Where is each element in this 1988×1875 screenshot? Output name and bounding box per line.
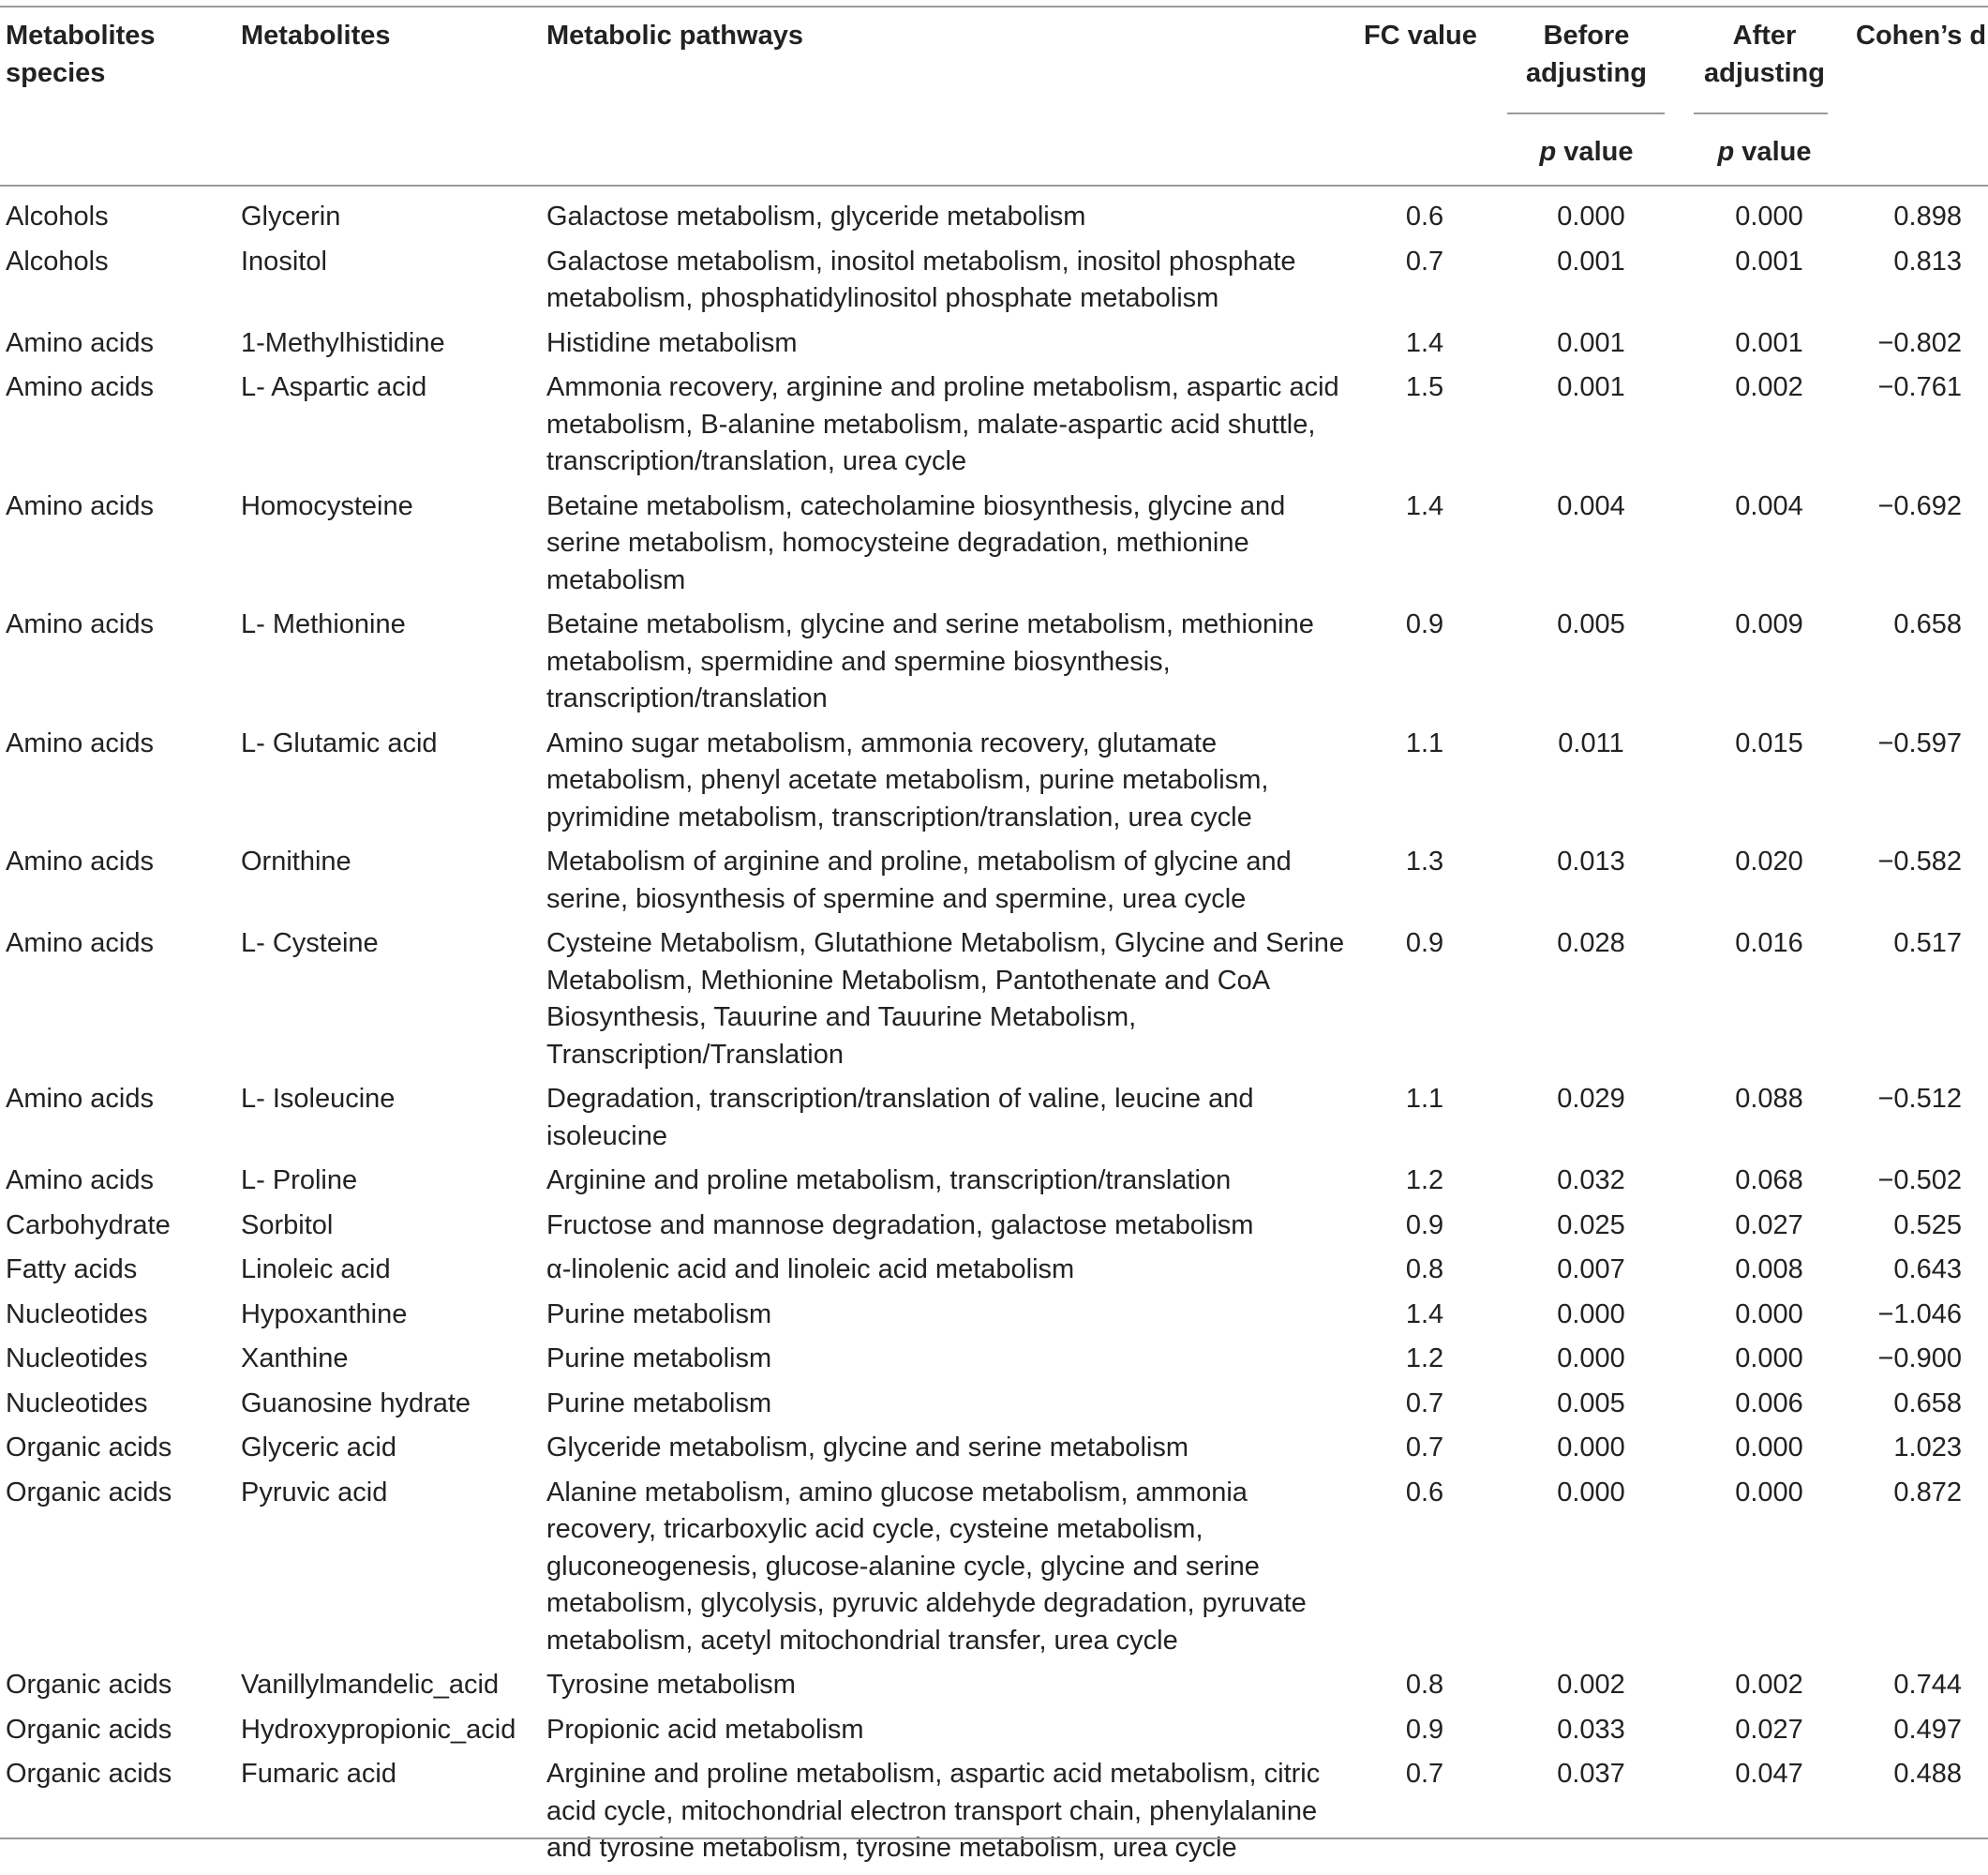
cell-metabolite: Glyceric acid xyxy=(241,1432,396,1462)
cell-after-p: 0.008 xyxy=(1735,1254,1803,1284)
table-row xyxy=(0,1208,1988,1245)
cell-before-p: 0.025 xyxy=(1557,1209,1625,1240)
cell-before-p: 0.000 xyxy=(1557,202,1625,232)
cell-cohens-d: 0.813 xyxy=(1893,246,1962,277)
cell-after-p: 0.001 xyxy=(1735,327,1803,358)
table-row xyxy=(0,1162,1988,1200)
cell-cohens-d: −0.900 xyxy=(1877,1343,1962,1373)
cell-fc-value: 0.6 xyxy=(1405,1477,1444,1508)
after-subrule xyxy=(1694,112,1828,114)
cell-after-p: 0.000 xyxy=(1735,1432,1803,1462)
cell-before-p: 0.007 xyxy=(1557,1254,1625,1284)
cell-metabolite: L- Isoleucine xyxy=(241,1084,396,1114)
table-row xyxy=(0,1430,1988,1467)
cell-pathway: Metabolism of arginine and proline, metabolism of glycine and serine, biosynthesis of spermine and spermine, urea cycle xyxy=(546,847,1292,914)
cell-pathway: Arginine and proline metabolism, aspartic acid metabolism, citric acid cycle, mitochondrial electron transport chain, phenylalanine and tyrosine metabolism, tyrosine metabolism, urea cycle xyxy=(546,1759,1321,1863)
cell-before-p: 0.028 xyxy=(1557,928,1625,958)
table-row xyxy=(0,325,1988,363)
cell-before-p: 0.001 xyxy=(1557,372,1625,402)
cell-fc-value: 0.7 xyxy=(1405,1388,1444,1418)
cell-species: Alcohols xyxy=(6,246,109,277)
cell-before-p: 0.005 xyxy=(1557,1388,1625,1418)
cell-fc-value: 0.7 xyxy=(1405,1759,1444,1789)
cell-cohens-d: 0.488 xyxy=(1893,1759,1962,1789)
table-row xyxy=(0,1756,1988,1868)
cell-fc-value: 1.1 xyxy=(1405,1084,1444,1114)
cell-before-p: 0.000 xyxy=(1557,1343,1625,1373)
cell-fc-value: 1.3 xyxy=(1405,847,1444,877)
cell-species: Amino acids xyxy=(6,609,154,639)
table-row xyxy=(0,1297,1988,1334)
cell-after-p: 0.015 xyxy=(1735,728,1803,758)
cell-metabolite: Homocysteine xyxy=(241,490,413,521)
cell-before-p: 0.002 xyxy=(1557,1670,1625,1700)
cell-species: Amino acids xyxy=(6,490,154,521)
cell-before-p: 0.029 xyxy=(1557,1084,1625,1114)
cell-pathway: Betaine metabolism, catecholamine biosynthesis, glycine and serine metabolism, homocysteine degradation, methionine metabolism xyxy=(546,490,1286,595)
table-row xyxy=(0,1475,1988,1660)
table-row xyxy=(0,925,1988,1073)
cell-metabolite: L- Cysteine xyxy=(241,928,379,958)
table-row xyxy=(0,1386,1988,1423)
cell-after-p: 0.000 xyxy=(1735,1343,1803,1373)
cell-fc-value: 0.7 xyxy=(1405,1432,1444,1462)
cell-species: Nucleotides xyxy=(6,1388,148,1418)
cell-fc-value: 1.4 xyxy=(1405,1298,1444,1329)
cell-metabolite: L- Methionine xyxy=(241,609,406,639)
cell-after-p: 0.016 xyxy=(1735,928,1803,958)
cell-cohens-d: −0.761 xyxy=(1877,372,1962,402)
cell-before-p: 0.004 xyxy=(1557,490,1625,521)
cell-cohens-d: −0.597 xyxy=(1877,728,1962,758)
cell-fc-value: 0.9 xyxy=(1405,609,1444,639)
cell-pathway: Tyrosine metabolism xyxy=(546,1670,796,1700)
top-rule xyxy=(0,6,1988,8)
cell-pathway: Purine metabolism xyxy=(546,1343,772,1373)
cell-species: Organic acids xyxy=(6,1759,172,1789)
bottom-rule xyxy=(0,1838,1988,1839)
cell-pathway: Arginine and proline metabolism, transcription/translation xyxy=(546,1165,1232,1195)
table-row xyxy=(0,607,1988,718)
cell-after-p: 0.020 xyxy=(1735,847,1803,877)
cell-cohens-d: 0.898 xyxy=(1893,202,1962,232)
cell-after-p: 0.000 xyxy=(1735,202,1803,232)
cell-before-p: 0.000 xyxy=(1557,1298,1625,1329)
table-row xyxy=(0,726,1988,837)
cell-metabolite: Xanthine xyxy=(241,1343,349,1373)
cell-cohens-d: −0.512 xyxy=(1877,1084,1962,1114)
cell-after-p: 0.002 xyxy=(1735,1670,1803,1700)
cell-after-p: 0.027 xyxy=(1735,1714,1803,1745)
header-before: Before adjusting xyxy=(1526,21,1647,88)
cell-cohens-d: 0.658 xyxy=(1893,1388,1962,1418)
cell-before-p: 0.013 xyxy=(1557,847,1625,877)
table-row xyxy=(0,1667,1988,1704)
cell-pathway: Alanine metabolism, amino glucose metabolism, ammonia recovery, tricarboxylic acid cycle, cysteine metabolism, gluconeogenesis, glucose-alanine cycle, glycine and serine metabolism, glycolysis, pyruvic aldehyde degradation, pyruvate metabolism, acetyl mitochondrial transfer, urea cycle xyxy=(546,1477,1307,1656)
cell-after-p: 0.002 xyxy=(1735,372,1803,402)
cell-metabolite: Inositol xyxy=(241,246,327,277)
cell-pathway: Galactose metabolism, inositol metabolism, inositol phosphate metabolism, phosphatidylinositol phosphate metabolism xyxy=(546,246,1296,313)
header-cohens-d: Cohen’s d xyxy=(1856,21,1987,51)
cell-fc-value: 1.4 xyxy=(1405,327,1444,358)
cell-after-p: 0.001 xyxy=(1735,246,1803,277)
cell-before-p: 0.033 xyxy=(1557,1714,1625,1745)
cell-metabolite: L- Aspartic acid xyxy=(241,372,427,402)
cell-pathway: Degradation, transcription/translation of valine, leucine and isoleucine xyxy=(546,1084,1254,1151)
header-before-p-value: p value xyxy=(1539,137,1634,167)
cell-pathway: Betaine metabolism, glycine and serine metabolism, methionine metabolism, spermidine and spermine biosynthesis, transcription/translation xyxy=(546,609,1314,713)
table-row xyxy=(0,1081,1988,1155)
cell-before-p: 0.000 xyxy=(1557,1432,1625,1462)
cell-metabolite: Hydroxypropionic_acid xyxy=(241,1714,516,1745)
cell-species: Amino acids xyxy=(6,1165,154,1195)
cell-cohens-d: 0.658 xyxy=(1893,609,1962,639)
cell-pathway: Fructose and mannose degradation, galactose metabolism xyxy=(546,1209,1254,1240)
cell-after-p: 0.006 xyxy=(1735,1388,1803,1418)
cell-fc-value: 0.8 xyxy=(1405,1670,1444,1700)
header-species: Metabolites species xyxy=(6,21,156,88)
cell-fc-value: 0.8 xyxy=(1405,1254,1444,1284)
cell-species: Amino acids xyxy=(6,327,154,358)
table-row xyxy=(0,488,1988,600)
cell-species: Fatty acids xyxy=(6,1254,138,1284)
cell-before-p: 0.001 xyxy=(1557,246,1625,277)
cell-before-p: 0.001 xyxy=(1557,327,1625,358)
before-subrule xyxy=(1507,112,1665,114)
cell-cohens-d: 0.643 xyxy=(1893,1254,1962,1284)
header-metabolites: Metabolites xyxy=(241,21,391,51)
cell-after-p: 0.009 xyxy=(1735,609,1803,639)
cell-fc-value: 0.9 xyxy=(1405,928,1444,958)
cell-pathway: Ammonia recovery, arginine and proline metabolism, aspartic acid metabolism, Β-alanine metabolism, malate-aspartic acid shuttle, transcription/translation, urea cycle xyxy=(546,372,1339,476)
cell-species: Organic acids xyxy=(6,1432,172,1462)
cell-pathway: Purine metabolism xyxy=(546,1298,772,1329)
cell-before-p: 0.032 xyxy=(1557,1165,1625,1195)
table-body xyxy=(0,199,1988,1875)
cell-metabolite: Hypoxanthine xyxy=(241,1298,408,1329)
cell-species: Amino acids xyxy=(6,1084,154,1114)
cell-metabolite: Fumaric acid xyxy=(241,1759,396,1789)
cell-after-p: 0.088 xyxy=(1735,1084,1803,1114)
table-row xyxy=(0,199,1988,236)
cell-species: Amino acids xyxy=(6,928,154,958)
table-row xyxy=(0,1341,1988,1378)
header-after: After adjusting xyxy=(1704,21,1825,88)
cell-species: Organic acids xyxy=(6,1670,172,1700)
cell-metabolite: Ornithine xyxy=(241,847,351,877)
cell-cohens-d: 0.872 xyxy=(1893,1477,1962,1508)
cell-species: Nucleotides xyxy=(6,1343,148,1373)
header-fc: FC value xyxy=(1364,21,1477,51)
header-after-p-value: p value xyxy=(1717,137,1812,167)
header-rule xyxy=(0,185,1988,187)
cell-fc-value: 0.9 xyxy=(1405,1209,1444,1240)
table-row xyxy=(0,244,1988,318)
cell-species: Carbohydrate xyxy=(6,1209,171,1240)
cell-fc-value: 0.9 xyxy=(1405,1714,1444,1745)
cell-cohens-d: −0.692 xyxy=(1877,490,1962,521)
table-row xyxy=(0,1712,1988,1749)
cell-fc-value: 0.7 xyxy=(1405,246,1444,277)
cell-metabolite: Guanosine hydrate xyxy=(241,1388,471,1418)
cell-pathway: Propionic acid metabolism xyxy=(546,1714,864,1745)
cell-fc-value: 1.2 xyxy=(1405,1165,1444,1195)
cell-cohens-d: 1.023 xyxy=(1893,1432,1962,1462)
cell-before-p: 0.005 xyxy=(1557,609,1625,639)
cell-metabolite: Sorbitol xyxy=(241,1209,334,1240)
cell-pathway: α-linolenic acid and linoleic acid metabolism xyxy=(546,1254,1075,1284)
cell-fc-value: 1.2 xyxy=(1405,1343,1444,1373)
cell-after-p: 0.068 xyxy=(1735,1165,1803,1195)
table-row xyxy=(0,1252,1988,1289)
cell-pathway: Histidine metabolism xyxy=(546,327,798,358)
cell-species: Organic acids xyxy=(6,1477,172,1508)
cell-cohens-d: −0.502 xyxy=(1877,1165,1962,1195)
cell-species: Alcohols xyxy=(6,202,109,232)
cell-after-p: 0.047 xyxy=(1735,1759,1803,1789)
cell-metabolite: L- Proline xyxy=(241,1165,358,1195)
cell-after-p: 0.027 xyxy=(1735,1209,1803,1240)
cell-cohens-d: 0.497 xyxy=(1893,1714,1962,1745)
table-row xyxy=(0,844,1988,918)
cell-species: Amino acids xyxy=(6,728,154,758)
cell-species: Amino acids xyxy=(6,372,154,402)
cell-before-p: 0.037 xyxy=(1557,1759,1625,1789)
cell-metabolite: L- Glutamic acid xyxy=(241,728,438,758)
cell-after-p: 0.000 xyxy=(1735,1477,1803,1508)
cell-pathway: Purine metabolism xyxy=(546,1388,772,1418)
cell-pathway: Cysteine Metabolism, Glutathione Metabolism, Glycine and Serine Metabolism, Methionine Metabolism, Pantothenate and CoA Biosynthesis, Tauurine and Tauurine Metabolism, Transcription/Translation xyxy=(546,928,1345,1070)
cell-species: Organic acids xyxy=(6,1714,172,1745)
cell-species: Amino acids xyxy=(6,847,154,877)
cell-before-p: 0.000 xyxy=(1557,1477,1625,1508)
cell-pathway: Glyceride metabolism, glycine and serine metabolism xyxy=(546,1432,1189,1462)
cell-after-p: 0.004 xyxy=(1735,490,1803,521)
cell-pathway: Amino sugar metabolism, ammonia recovery, glutamate metabolism, phenyl acetate metabolism, purine metabolism, pyrimidine metabolism, transcription/translation, urea cycle xyxy=(546,728,1269,832)
cell-after-p: 0.000 xyxy=(1735,1298,1803,1329)
cell-cohens-d: −0.802 xyxy=(1877,327,1962,358)
cell-metabolite: Vanillylmandelic_acid xyxy=(241,1670,500,1700)
table-row xyxy=(0,369,1988,481)
header-pathways: Metabolic pathways xyxy=(546,21,803,51)
cell-metabolite: 1-Methylhistidine xyxy=(241,327,445,358)
cell-metabolite: Pyruvic acid xyxy=(241,1477,388,1508)
cell-pathway: Galactose metabolism, glyceride metabolism xyxy=(546,202,1086,232)
cell-cohens-d: −1.046 xyxy=(1877,1298,1962,1329)
cell-species: Nucleotides xyxy=(6,1298,148,1329)
cell-fc-value: 1.4 xyxy=(1405,490,1444,521)
cell-fc-value: 0.6 xyxy=(1405,202,1444,232)
cell-before-p: 0.011 xyxy=(1558,728,1624,758)
cell-metabolite: Glycerin xyxy=(241,202,341,232)
cell-cohens-d: −0.582 xyxy=(1877,847,1962,877)
cell-cohens-d: 0.517 xyxy=(1893,928,1962,958)
cell-fc-value: 1.5 xyxy=(1405,372,1444,402)
cell-cohens-d: 0.744 xyxy=(1893,1670,1962,1700)
cell-fc-value: 1.1 xyxy=(1405,728,1444,758)
cell-cohens-d: 0.525 xyxy=(1893,1209,1962,1240)
cell-metabolite: Linoleic acid xyxy=(241,1254,391,1284)
